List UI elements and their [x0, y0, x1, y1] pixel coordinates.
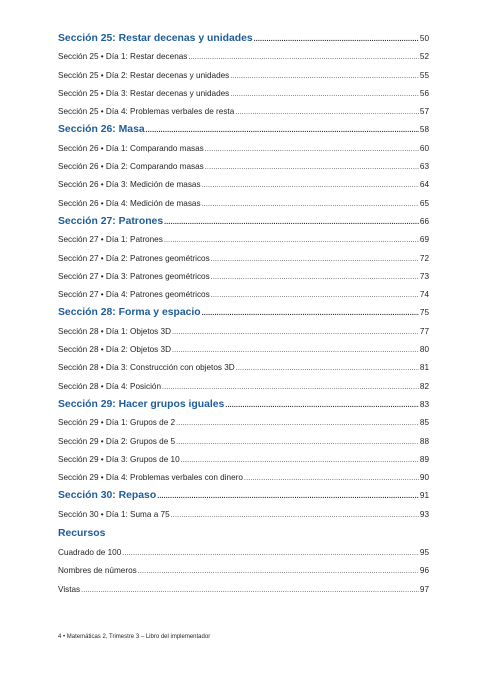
toc-day-entry-page-number: 72	[419, 253, 429, 263]
dot-leader	[162, 379, 419, 396]
toc-day-entry-page-number: 57	[419, 107, 429, 117]
toc-section-heading-page-number: 75	[419, 308, 429, 318]
toc-day-entry[interactable]	[58, 85, 429, 103]
toc-section-heading[interactable]	[58, 487, 429, 505]
dot-leader	[176, 434, 419, 451]
toc-day-entry-page-number: 69	[419, 235, 429, 245]
dot-leader	[205, 159, 419, 176]
toc-day-entry-title: Sección 27 • Día 1: Patrones	[58, 235, 163, 245]
toc-day-entry-title: Sección 26 • Día 3: Medición de masas	[58, 180, 201, 190]
footer-book-title: Matemáticas 2, Trimestre 3 – Libro del implementador	[66, 634, 211, 640]
dot-leader	[254, 31, 419, 48]
toc-day-entry[interactable]	[58, 158, 429, 176]
toc-day-entry[interactable]	[58, 414, 429, 432]
toc-day-entry[interactable]	[58, 469, 429, 487]
toc-section-heading-title: Sección 30: Repaso	[58, 490, 157, 502]
toc-day-entry-title: Sección 30 • Día 1: Suma a 75	[58, 509, 170, 519]
toc-day-entry[interactable]	[58, 378, 429, 396]
dot-leader	[236, 360, 419, 377]
dot-leader	[138, 563, 419, 580]
toc-day-entry-title: Sección 27 • Día 2: Patrones geométricos	[58, 253, 210, 263]
toc-day-entry[interactable]	[58, 286, 429, 304]
toc-section-heading-page-number: 58	[419, 125, 429, 135]
toc-day-entry-title: Sección 27 • Día 3: Patrones geométricos	[58, 271, 210, 281]
dot-leader	[164, 214, 419, 231]
toc-section-heading-page-number: 91	[419, 491, 429, 501]
dot-leader	[202, 305, 419, 322]
dot-leader	[244, 470, 419, 487]
toc-day-entry-page-number: 74	[419, 290, 429, 300]
footer-bullet: •	[63, 634, 66, 640]
toc-section-heading-page-number: 66	[419, 216, 429, 226]
toc-day-entry[interactable]	[58, 231, 429, 249]
toc-section-heading-page-number: 50	[419, 34, 429, 43]
toc-day-entry-page-number: 81	[419, 363, 429, 373]
page-footer	[58, 634, 210, 640]
toc-day-entry-page-number: 64	[419, 180, 429, 190]
recursos-entry-title: Nombres de números	[58, 566, 137, 576]
toc-day-entry[interactable]	[58, 67, 429, 85]
recursos-heading: Recursos	[58, 528, 106, 540]
toc-section-heading[interactable]	[58, 30, 429, 48]
dot-leader	[164, 232, 419, 249]
recursos-entry[interactable]	[58, 562, 429, 580]
toc-day-entry-title: Sección 26 • Día 1: Comparando masas	[58, 143, 204, 153]
table-of-contents	[58, 30, 429, 599]
recursos-entry[interactable]	[58, 544, 429, 562]
toc-day-entry-title: Sección 25 • Día 3: Restar decenas y unidades	[58, 88, 230, 98]
toc-day-entry[interactable]	[58, 48, 429, 66]
dot-leader	[205, 141, 419, 158]
toc-day-entry-page-number: 63	[419, 162, 429, 172]
dot-leader	[157, 488, 419, 505]
toc-section-heading-title: Sección 29: Hacer grupos iguales	[58, 398, 225, 410]
toc-day-entry-page-number: 77	[419, 326, 429, 336]
toc-section-heading-page-number: 83	[419, 399, 429, 409]
toc-section-heading[interactable]	[58, 213, 429, 231]
toc-day-entry-title: Sección 25 • Día 2: Restar decenas y unidades	[58, 70, 230, 80]
dot-leader	[181, 452, 419, 469]
dot-leader	[146, 122, 419, 139]
dot-leader	[211, 287, 419, 304]
toc-day-entry-page-number: 73	[419, 271, 429, 281]
toc-day-entry[interactable]	[58, 140, 429, 158]
toc-day-entry-title: Sección 25 • Día 1: Restar decenas	[58, 52, 188, 62]
dot-leader	[172, 324, 419, 341]
toc-day-entry-title: Sección 28 • Día 1: Objetos 3D	[58, 326, 172, 336]
toc-day-entry-title: Sección 29 • Día 1: Grupos de 2	[58, 418, 176, 428]
recursos-entry-title: Cuadrado de 100	[58, 548, 122, 558]
dot-leader	[171, 507, 419, 524]
toc-section-heading-title: Sección 26: Masa	[58, 124, 145, 136]
toc-day-entry-page-number: 88	[419, 436, 429, 446]
toc-day-entry-page-number: 52	[419, 52, 429, 62]
toc-day-entry-page-number: 55	[419, 70, 429, 80]
dot-leader	[235, 104, 419, 121]
dot-leader	[188, 49, 419, 66]
toc-section-heading-title: Sección 28: Forma y espacio	[58, 307, 201, 319]
toc-day-entry-page-number: 90	[419, 473, 429, 483]
dot-leader	[172, 342, 419, 359]
toc-day-entry-title: Sección 26 • Día 4: Medición de masas	[58, 198, 201, 208]
dot-leader	[176, 415, 419, 432]
toc-section-heading[interactable]	[58, 304, 429, 322]
toc-day-entry-title: Sección 29 • Día 4: Problemas verbales con dinero	[58, 473, 243, 483]
toc-day-entry-page-number: 65	[419, 198, 429, 208]
recursos-list	[58, 544, 429, 599]
toc-day-entry-page-number: 82	[419, 381, 429, 391]
toc-day-entry[interactable]	[58, 176, 429, 194]
dot-leader	[230, 86, 419, 103]
toc-day-entry[interactable]	[58, 195, 429, 213]
toc-day-entry[interactable]	[58, 451, 429, 469]
toc-day-entry-title: Sección 29 • Día 2: Grupos de 5	[58, 436, 176, 446]
dot-leader	[211, 251, 419, 268]
toc-day-entry-title: Sección 28 • Día 4: Posición	[58, 381, 161, 391]
toc-day-entry[interactable]	[58, 323, 429, 341]
toc-day-entry-page-number: 93	[419, 509, 429, 519]
toc-day-entry-page-number: 56	[419, 88, 429, 98]
toc-day-entry-page-number: 80	[419, 345, 429, 355]
toc-section-heading-title: Sección 27: Patrones	[58, 215, 164, 227]
toc-day-entry-title: Sección 29 • Día 3: Grupos de 10	[58, 454, 180, 464]
dot-leader	[202, 196, 419, 213]
dot-leader	[202, 177, 419, 194]
toc-day-entry-title: Sección 28 • Día 2: Objetos 3D	[58, 345, 172, 355]
toc-section-heading[interactable]	[58, 121, 429, 139]
recursos-entry-page-number: 96	[419, 566, 429, 576]
toc-section-heading[interactable]	[58, 396, 429, 414]
toc-day-entry[interactable]	[58, 433, 429, 451]
toc-day-entry[interactable]	[58, 359, 429, 377]
toc-day-entry[interactable]	[58, 341, 429, 359]
recursos-entry-title: Vistas	[58, 584, 81, 594]
recursos-entry-page-number: 97	[419, 584, 429, 594]
toc-sections	[58, 30, 429, 524]
toc-day-entry[interactable]	[58, 268, 429, 286]
toc-day-entry-page-number: 60	[419, 143, 429, 153]
toc-day-entry-title: Sección 28 • Día 3: Construcción con objetos 3D	[58, 363, 235, 373]
toc-day-entry[interactable]	[58, 103, 429, 121]
dot-leader	[230, 68, 419, 85]
dot-leader	[225, 397, 419, 414]
recursos-entry-page-number: 95	[419, 548, 429, 558]
toc-day-entry-title: Sección 27 • Día 4: Patrones geométricos	[58, 290, 210, 300]
footer-page-number: 4	[58, 634, 62, 640]
toc-day-entry-page-number: 85	[419, 418, 429, 428]
toc-day-entry[interactable]	[58, 506, 429, 524]
dot-leader	[122, 545, 419, 562]
dot-leader	[211, 269, 419, 286]
toc-day-entry-page-number: 89	[419, 454, 429, 464]
toc-day-entry[interactable]	[58, 250, 429, 268]
recursos-entry[interactable]	[58, 581, 429, 599]
dot-leader	[81, 582, 419, 599]
toc-section-heading-title: Sección 25: Restar decenas y unidades	[58, 33, 253, 44]
toc-day-entry-title: Sección 26 • Día 2: Comparando masas	[58, 162, 204, 172]
toc-day-entry-title: Sección 25 • Día 4: Problemas verbales de resta	[58, 107, 235, 117]
